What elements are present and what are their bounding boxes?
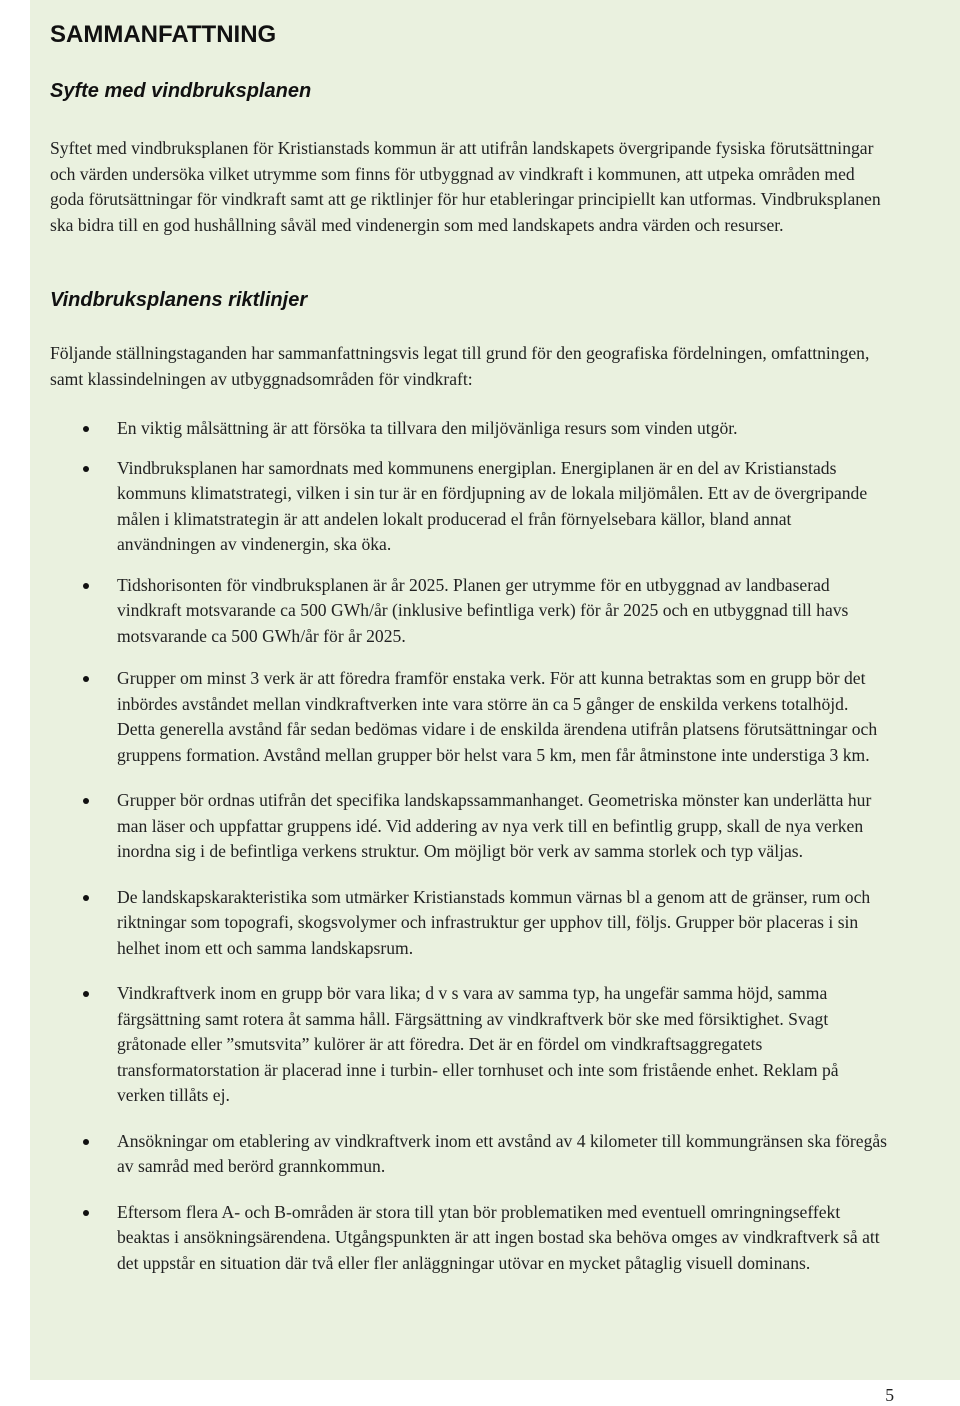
bullet-icon bbox=[83, 1210, 89, 1216]
guidelines-intro: Följande ställningstaganden har sammanfattningsvis legat till grund för den geografiska fördelningen, omfattningen, samt klassindelningen av utbyggnadsområden för vindkraft: bbox=[50, 343, 870, 389]
page-title: SAMMANFATTNING bbox=[50, 21, 277, 48]
list-item-text: Eftersom flera A- och B-områden är stora till ytan bör problematiken med eventuell omringningseffekt beaktas i ansökningsärendena. Utgångspunkten är att ingen bostad ska behöva omges av vindkraftverk så att det uppstår en situation där två eller fler anläggningar utövar en mycket påtaglig visuell dominans. bbox=[117, 1201, 880, 1273]
list-item-text: En viktig målsättning är att försöka ta tillvara den miljövänliga resurs som vinden utgör. bbox=[117, 418, 738, 438]
bullet-icon bbox=[83, 798, 89, 804]
list-item-text: Vindbruksplanen har samordnats med kommunens energiplan. Energiplanen är en del av Kristianstads kommuns klimatstrategi, vilken i sin tur är en fördjupning av de lokala miljömålen. Ett av de övergripande målen i klimatstrategin är att andelen lokalt producerad el från förnyelsebara källor, bland annat användningen av vindenergin, ska öka. bbox=[117, 457, 868, 554]
list-item-text: Ansökningar om etablering av vindkraftverk inom ett avstånd av 4 kilometer till kommungränsen ska föregås av samråd med berörd grannkommun. bbox=[117, 1130, 888, 1176]
list-item-text: De landskapskarakteristika som utmärker Kristianstads kommun värnas bl a genom att de gränser, rum och riktningar som topografi, skogsvolymer och infrastruktur ger upphov till, följs. Grupper bör placeras i sin helhet inom ett och samma landskapsrum. bbox=[117, 886, 871, 958]
section-heading-purpose: Syfte med vindbruksplanen bbox=[50, 80, 312, 102]
list-item-text: Vindkraftverk inom en grupp bör vara lika; d v s vara av samma typ, ha ungefär samma höjd, samma färgsättning samt rotera åt samma håll. Färgsättning av vindkraftverk bör ske med försiktighet. Svagt gråtonade eller ”smutsvita” kulörer är att föredra. Det är en fördel om vindkraftsaggregatets transformatorstation är placerad inne i turbin- eller tornhuset och inte som fristående enhet. Reklam på verken tillåts ej. bbox=[117, 983, 839, 1105]
list-item bbox=[50, 788, 888, 865]
bullet-icon bbox=[83, 466, 89, 472]
list-item-text: Grupper bör ordnas utifrån det specifika landskapssammanhanget. Geometriska mönster kan underlätta hur man läser och uppfattar gruppens idé. Vid addering av nya verk till en befintlig grupp, skall de nya verken inordna sig i de befintliga verkens struktur. Om möjligt bör verk av samma storlek och typ väljas. bbox=[117, 790, 872, 861]
bullet-icon bbox=[83, 895, 89, 901]
bullet-icon bbox=[83, 1139, 89, 1145]
guidelines-list bbox=[50, 416, 888, 1276]
list-item bbox=[50, 981, 888, 1109]
list-item bbox=[50, 885, 888, 962]
section-heading-guidelines: Vindbruksplanens riktlinjer bbox=[50, 289, 308, 311]
list-item-text: Tidshorisonten för vindbruksplanen är år 2025. Planen ger utrymme för en utbyggnad av landbaserad vindkraft motsvarande ca 500 GWh/år (inklusive befintliga verk) för år 2025 och en utbyggnad till havs motsvarande ca 500 GWh/år för år 2025. bbox=[117, 574, 849, 646]
list-item bbox=[50, 416, 888, 442]
page-number: 5 bbox=[885, 1385, 894, 1405]
bullet-icon bbox=[83, 676, 89, 682]
bullet-icon bbox=[83, 991, 89, 997]
list-item bbox=[50, 666, 888, 768]
list-item bbox=[50, 1200, 888, 1277]
list-item bbox=[50, 573, 888, 650]
list-item bbox=[50, 1129, 888, 1180]
purpose-paragraph: Syftet med vindbruksplanen för Kristianstads kommun är att utifrån landskapets övergripande fysiska förutsättningar och värden undersöka vilket utrymme som finns för utbyggnad av vindkraft i kommunen, att utpeka områden med goda förutsättningar för vindkraft samt att ge riktlinjer för hur etableringar principiellt kan utformas. Vindbruksplanen ska bidra till en god hushållning såväl med vindenergin som med landskapets andra värden och resurser. bbox=[50, 138, 881, 235]
list-item-text: Grupper om minst 3 verk är att föredra framför enstaka verk. För att kunna betraktas som en grupp bör det inbördes avståndet mellan vindkraftverken inte vara större än ca 5 gånger de enskilda verkens totalhöjd. Detta generella avstånd får sedan bedömas vidare i de enskilda ärendena utifrån platsens förutsättningar och gruppens formation. Avstånd mellan grupper bör helst vara 5 km, men får åtminstone inte understiga 3 km. bbox=[117, 668, 878, 765]
list-item bbox=[50, 456, 888, 558]
bullet-icon bbox=[83, 583, 89, 589]
bullet-icon bbox=[83, 426, 89, 432]
